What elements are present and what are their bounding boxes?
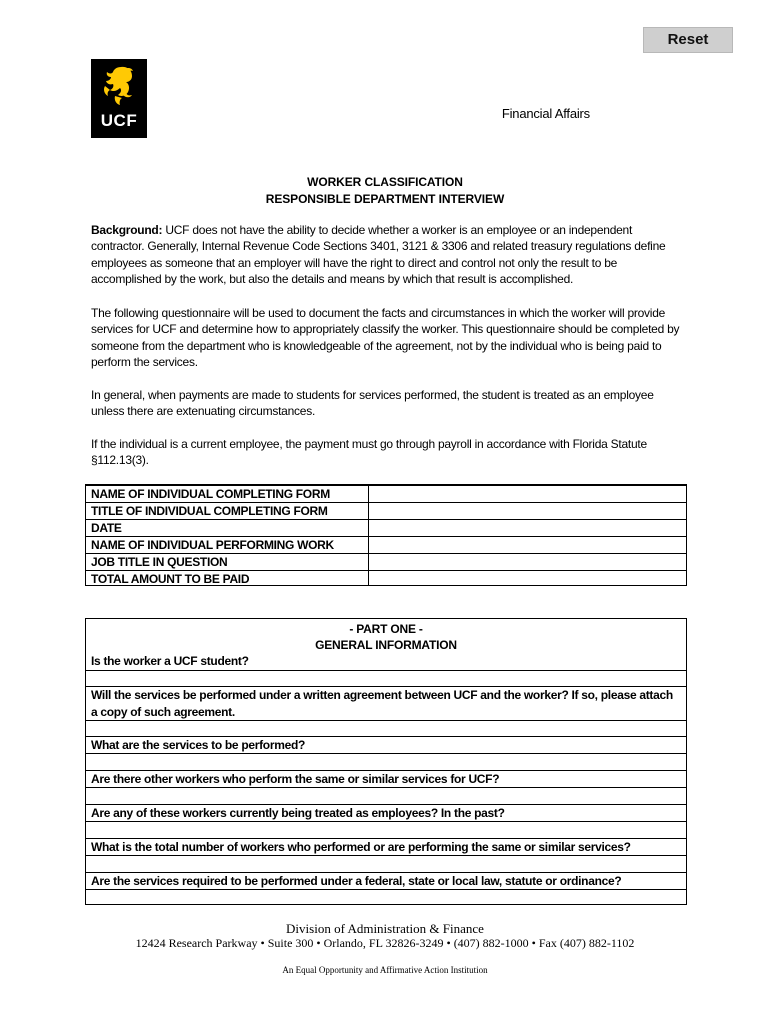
background-text: UCF does not have the ability to decide whether a worker is an employee or an independent contractor. Generally, Internal Revenue Code Sections 3401, 3121 & 3306 and related treasury regulations define employees as someone that an employer will have the right to direct and control not only the result to be accomplished by the work, but also the details and means by which that result is accomplished. xyxy=(91,223,666,287)
background-paragraph xyxy=(91,222,688,288)
question-row xyxy=(86,872,686,890)
question-row xyxy=(86,686,686,720)
info-table xyxy=(85,484,687,586)
students-paragraph: In general, when payments are made to students for services performed, the student is treated as an employee unless there are extenuating circumstances. xyxy=(91,388,654,419)
info-label: TOTAL AMOUNT TO BE PAID xyxy=(91,572,250,586)
question-label: What are the services to be performed? xyxy=(91,738,305,752)
question-label: Will the services be performed under a written agreement between UCF and the worker? If so, please attach a copy of such agreement. xyxy=(91,688,673,719)
question-label: Are the services required to be performed under a federal, state or local law, statute or ordinance? xyxy=(91,874,622,888)
info-label: DATE xyxy=(91,521,122,535)
footer-address: 12424 Research Parkway • Suite 300 • Orlando, FL 32826-3249 • (407) 882-1000 • Fax (407) 882-1102 xyxy=(135,936,635,950)
answer-field[interactable] xyxy=(86,821,686,839)
questionnaire-paragraph: The following questionnaire will be used to document the facts and circumstances in which the worker will provide services for UCF and determine how to appropriately classify the worker. This questionnaire should be completed by someone from the department who is knowledgeable of the agreement, not by the individual who is being paid to perform the services. xyxy=(91,306,680,370)
part-one-heading: - PART ONE - xyxy=(349,622,423,636)
question-label: Is the worker a UCF student? xyxy=(91,654,249,668)
pegasus-icon xyxy=(99,64,139,110)
form-subtitle: RESPONSIBLE DEPARTMENT INTERVIEW xyxy=(265,192,505,206)
info-label: TITLE OF INDIVIDUAL COMPLETING FORM xyxy=(91,504,328,518)
logo-text: UCF xyxy=(100,111,138,130)
info-value-field[interactable] xyxy=(371,486,686,502)
question-label: Are there other workers who perform the same or similar services for UCF? xyxy=(91,772,500,786)
reset-button[interactable]: Reset xyxy=(643,27,733,53)
info-row xyxy=(86,570,686,588)
info-row xyxy=(86,519,686,537)
form-title: WORKER CLASSIFICATION xyxy=(307,175,463,189)
question-label: Are any of these workers currently being treated as employees? In the past? xyxy=(91,806,505,820)
info-row xyxy=(86,485,686,503)
info-row xyxy=(86,536,686,554)
answer-field[interactable] xyxy=(86,670,686,687)
department-name: Financial Affairs xyxy=(501,106,590,121)
question-row xyxy=(86,838,686,856)
footer-division: Division of Administration & Finance xyxy=(286,921,484,936)
footer-eeo: An Equal Opportunity and Affirmative Action Institution xyxy=(282,965,488,975)
question-row xyxy=(86,770,686,788)
info-value-field[interactable] xyxy=(371,554,686,570)
info-value-field[interactable] xyxy=(371,571,686,587)
question-label: What is the total number of workers who performed or are performing the same or similar services? xyxy=(91,840,631,854)
question-row xyxy=(86,736,686,754)
info-label: NAME OF INDIVIDUAL PERFORMING WORK xyxy=(91,538,334,552)
info-row xyxy=(86,502,686,520)
answer-field[interactable] xyxy=(86,787,686,805)
answer-field[interactable] xyxy=(86,720,686,737)
info-label: JOB TITLE IN QUESTION xyxy=(91,555,228,569)
part-one-subheading: GENERAL INFORMATION xyxy=(315,638,457,652)
info-value-field[interactable] xyxy=(371,537,686,553)
employee-paragraph: If the individual is a current employee, the payment must go through payroll in accordance with Florida Statute §112.13(3). xyxy=(91,437,647,468)
question-row xyxy=(86,804,686,822)
info-value-field[interactable] xyxy=(371,503,686,519)
answer-field[interactable] xyxy=(86,753,686,771)
answer-field[interactable] xyxy=(86,855,686,873)
info-row xyxy=(86,553,686,571)
ucf-logo xyxy=(91,59,147,138)
info-value-field[interactable] xyxy=(371,520,686,536)
answer-field[interactable] xyxy=(86,889,686,905)
background-lead: Background: xyxy=(91,223,163,237)
part-one-table xyxy=(85,618,687,905)
info-label: NAME OF INDIVIDUAL COMPLETING FORM xyxy=(91,487,330,501)
